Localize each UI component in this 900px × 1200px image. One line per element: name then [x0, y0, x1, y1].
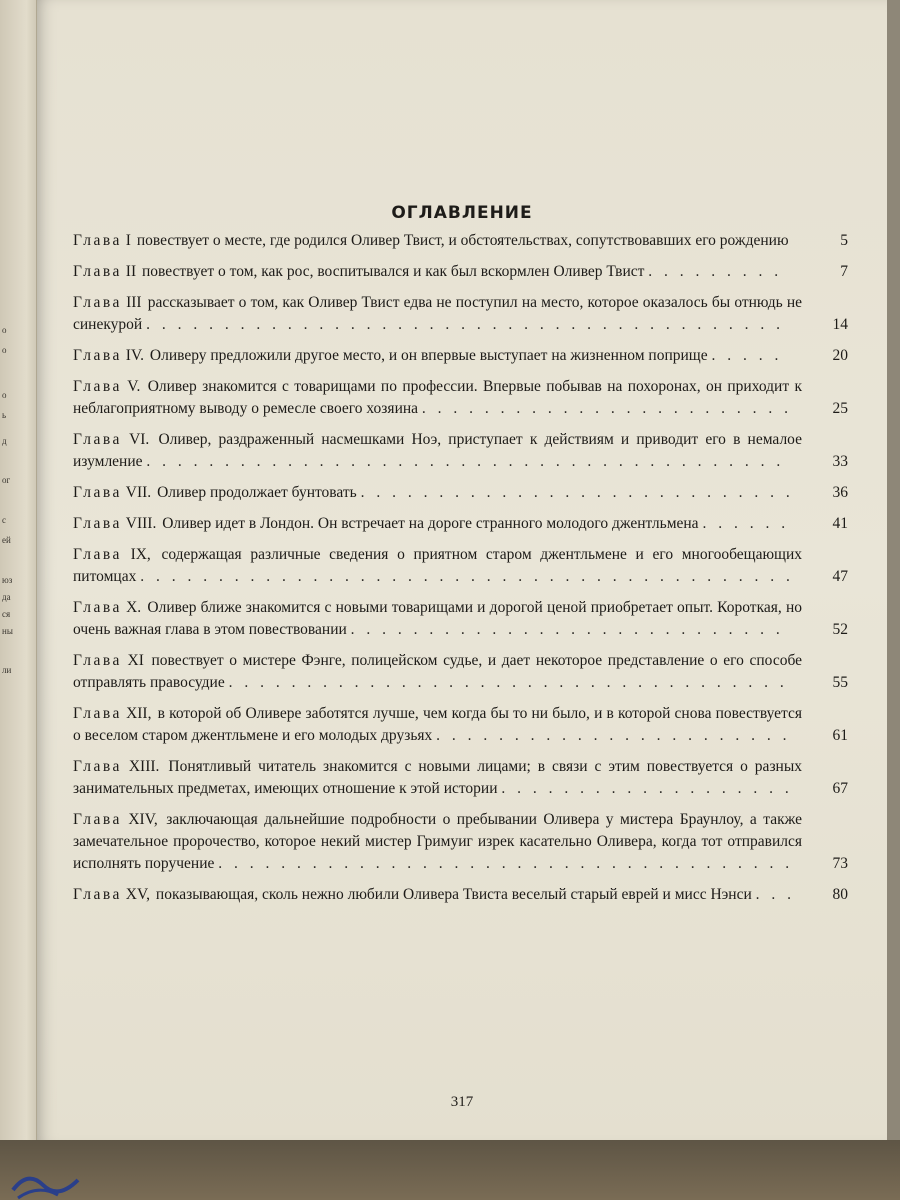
chapter-title: Оливер, раздраженный насмешками Ноэ, приступает к действиям и приводит его в немалое изумление — [73, 431, 802, 470]
adjacent-page-text-fragment: ны — [2, 626, 13, 636]
chapter-label: Глава — [73, 652, 122, 669]
chapter-label: Глава — [73, 347, 122, 364]
chapter-title: повествует о месте, где родился Оливер Твист, и обстоятельствах, сопутствовавших его рождению — [136, 232, 789, 249]
chapter-page-number: 61 — [832, 727, 848, 744]
ink-mark-icon — [8, 1140, 98, 1200]
chapter-number: III — [126, 294, 142, 311]
adjacent-page-text-fragment: да — [2, 592, 11, 602]
chapter-number: X. — [126, 599, 142, 616]
chapter-title: заключающая дальнейшие подробности о пребывании Оливера у мистера Браунлоу, а также замечательное пророчество, которое некий мистер Гримуиг изрек касательно Оливера, когда тот отправился исполнять поручение — [73, 811, 802, 872]
adjacent-page-text-fragment: с — [2, 515, 6, 525]
toc-entry — [73, 597, 848, 641]
toc-entry — [73, 703, 848, 747]
chapter-label: Глава — [73, 515, 122, 532]
adjacent-page-text-fragment: о — [2, 325, 7, 335]
chapter-label: Глава — [73, 378, 122, 395]
toc-entry — [73, 544, 848, 588]
adjacent-page-text-fragment: о — [2, 345, 7, 355]
toc-entry — [73, 756, 848, 800]
toc-entry — [73, 650, 848, 694]
chapter-page-number: 47 — [832, 568, 848, 585]
book-page — [36, 0, 887, 1145]
chapter-title: Оливер продолжает бунтовать — [157, 484, 357, 501]
chapter-label: Глава — [73, 705, 122, 722]
adjacent-page-text-fragment: юз — [2, 575, 13, 585]
chapter-number: VII. — [125, 484, 152, 501]
chapter-page-number: 25 — [832, 400, 848, 417]
chapter-number: VIII. — [125, 515, 157, 532]
dot-leader: . . . . . . . . . . . . . . . . . . . . . . . . . . . . . . . . . . . . . — [218, 855, 794, 872]
toc-entry — [73, 345, 848, 367]
chapter-title: в которой об Оливере заботятся лучше, чем когда бы то ни было, и в которой снова повествуется о веселом старом джентльмене и его молодых друзьях — [73, 705, 803, 744]
toc-entry — [73, 884, 848, 906]
chapter-label: Глава — [73, 758, 122, 775]
dot-leader: . . . . . . . . . . . . . . . . . . . . . . . . . . . . . . . . . . . . . . . . . — [146, 453, 785, 470]
chapter-page-number: 14 — [832, 316, 848, 333]
chapter-label: Глава — [73, 811, 122, 828]
chapter-title: Оливер знакомится с товарищами по профессии. Впервые побывав на похоронах, он приходит к неблагоприятному выводу о ремесле своего хозяина — [73, 378, 803, 417]
chapter-label: Глава — [73, 431, 122, 448]
toc-entry — [73, 513, 848, 535]
chapter-label: Глава — [73, 232, 122, 249]
toc-entry — [73, 292, 848, 336]
chapter-title: содержащая различные сведения о приятном старом джентльмене и его многообещающих питомцах — [73, 546, 803, 585]
chapter-title: Оливер ближе знакомится с новыми товарищами и дорогой ценой приобретает опыт. Короткая, но очень важная глава в этом повествовании — [73, 599, 802, 638]
chapter-page-number: 20 — [832, 347, 848, 364]
chapter-label: Глава — [73, 546, 122, 563]
chapter-number: XI — [127, 652, 144, 669]
book-bottom-edge — [0, 1140, 900, 1200]
adjacent-page-text-fragment: ли — [2, 665, 12, 675]
chapter-title: Оливеру предложили другое место, и он впервые выступает на жизненном поприще — [149, 347, 708, 364]
chapter-label: Глава — [73, 263, 122, 280]
chapter-page-number: 67 — [832, 780, 848, 797]
chapter-label: Глава — [73, 484, 122, 501]
adjacent-page-text-fragment: д — [2, 436, 7, 446]
adjacent-page-text-fragment: о — [2, 390, 7, 400]
chapter-number: IX, — [130, 546, 151, 563]
page-title: ОГЛАВЛЕНИЕ — [391, 203, 533, 223]
toc-entry — [73, 809, 848, 875]
chapter-number: IV. — [125, 347, 145, 364]
adjacent-page-text-fragment: ей — [2, 535, 11, 545]
adjacent-page-text-fragment: ог — [2, 475, 11, 485]
chapter-number: II — [125, 263, 137, 280]
chapter-number: XII, — [126, 705, 152, 722]
toc-entry — [73, 261, 848, 283]
dot-leader: . . . . . . . . . . . . . . . . . . . . . . . — [436, 727, 791, 744]
chapter-number: XV, — [125, 886, 151, 903]
dot-leader: . . . . . . . . . . . . . . . . . . . . . . . . . . . . . . . . . . . . . . . . . . — [140, 568, 794, 585]
dot-leader: . . . . . . — [702, 515, 790, 532]
toc-entry — [73, 230, 848, 252]
chapter-number: V. — [127, 378, 141, 395]
chapter-title: показывающая, сколь нежно любили Оливера Твиста веселый старый еврей и мисс Нэнси — [155, 886, 752, 903]
chapter-page-number: 52 — [832, 621, 848, 638]
dot-leader: . . . . . . . . . . . . . . . . . . . — [501, 780, 793, 797]
dot-leader: . . . . . . . . . . . . . . . . . . . . . . . . . . . . . . . . . . . . . . . . . — [146, 316, 784, 333]
chapter-title: повествует о том, как рос, воспитывался и как был вскормлен Оливер Твист — [141, 263, 645, 280]
chapter-page-number: 80 — [832, 886, 848, 903]
table-of-contents — [73, 230, 848, 915]
dot-leader: . . . . . . . . . . . . . . . . . . . . . . . . . . . . — [350, 621, 784, 638]
chapter-page-number: 5 — [840, 232, 848, 249]
toc-entry — [73, 376, 848, 420]
page-number: 317 — [450, 1094, 474, 1110]
chapter-title: рассказывает о том, как Оливер Твист едва не поступил на место, которое оказалось бы отнюдь не синекурой — [73, 294, 803, 333]
dot-leader: . . . — [755, 886, 796, 903]
toc-entry — [73, 429, 848, 473]
chapter-page-number: 41 — [832, 515, 848, 532]
chapter-number: XIV, — [128, 811, 158, 828]
chapter-number: VI. — [129, 431, 150, 448]
chapter-label: Глава — [73, 294, 122, 311]
chapter-page-number: 36 — [832, 484, 848, 501]
chapter-title: Понятливый читатель знакомится с новыми лицами; в связи с этим повествуется о разных занимательных предметах, имеющих отношение к этой истории — [73, 758, 803, 797]
chapter-page-number: 73 — [832, 855, 848, 872]
chapter-label: Глава — [73, 886, 122, 903]
dot-leader: . . . . . . . . . . . . . . . . . . . . . . . . . . . . — [360, 484, 794, 501]
chapter-page-number: 55 — [832, 674, 848, 691]
adjacent-page-text-fragment: ся — [2, 609, 11, 619]
dot-leader: . . . . . . . . . . . . . . . . . . . . . . . . . . . . . . . . . . . . — [228, 674, 788, 691]
chapter-number: XIII. — [128, 758, 160, 775]
chapter-title: повествует о мистере Фэнге, полицейском судье, и дает некоторое представление о его способе отправлять правосудие — [73, 652, 803, 691]
adjacent-page-text-fragment: ь — [2, 410, 7, 420]
dot-leader: . . . . . — [711, 347, 783, 364]
dot-leader: . . . . . . . . . . . . . . . . . . . . . . . . — [421, 400, 793, 417]
chapter-title: Оливер идет в Лондон. Он встречает на дороге странного молодого джентльмена — [162, 515, 699, 532]
chapter-label: Глава — [73, 599, 122, 616]
dot-leader: . . . . . . . . . — [648, 263, 783, 280]
chapter-page-number: 33 — [832, 453, 848, 470]
chapter-number: I — [125, 232, 131, 249]
chapter-page-number: 7 — [840, 263, 848, 280]
toc-entry — [73, 482, 848, 504]
